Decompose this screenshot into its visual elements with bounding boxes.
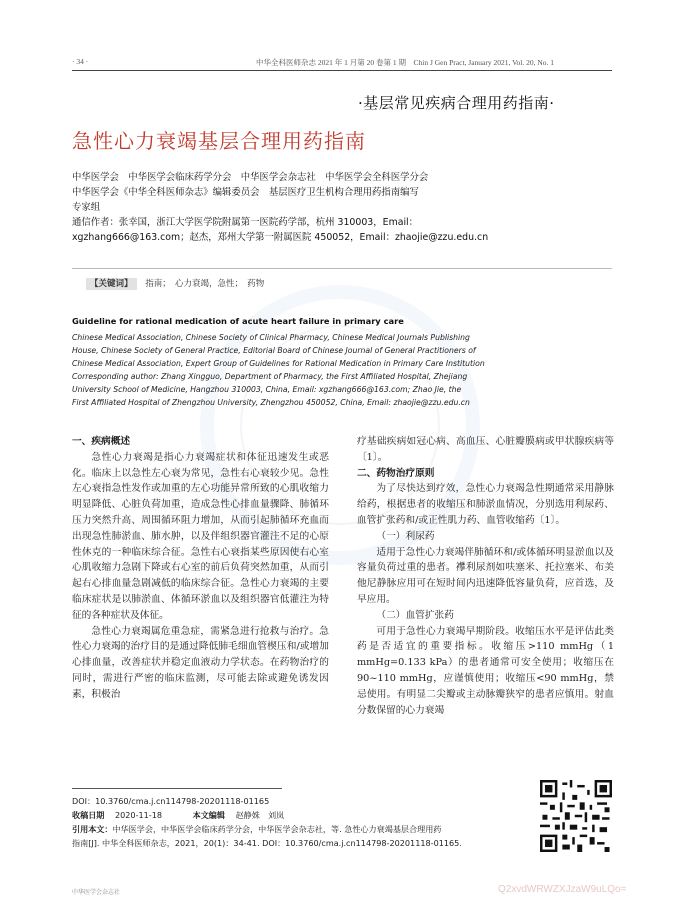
english-line: Chinese Medical Association, Expert Group of Guidelines for Rational Medication in Primary Care Institution: [72, 359, 485, 368]
paragraph: 急性心力衰竭是指心力衰竭症状和体征迅速发生或恶化。临床上以急性左心衰为常见，急性右心衰较少见。急性左心衰指急性发作或加重的左心功能异常所致的心肌收缩力明显降低、心脏负荷加重，造成急性心排血量骤降、肺循环压力突然升高、周围循环阻力增加，从而引起肺循环充血而出现急性肺淤血、肺水肿，以及伴组织器官灌注不足的心原性休克的一种临床综合征。急性右心衰指某些原因使右心室心肌收缩力急剧下降或右心室的前后负荷突然加重，从而引起右心排血量急剧减低的临床综合征。急性心力衰竭的主要临床症状是以肺淤血、体循环淤血以及组织器官低灌注为特征的各种症状及体征。: [72, 451, 329, 621]
english-line: Chinese Medical Association, Chinese Society of Clinical Pharmacy, Chinese Medical Journals Publishing: [72, 333, 470, 342]
citation-line-2: 指南[J]. 中华全科医师杂志，2021，20(1)：34-41. DOI：10.3760/cma.j.cn114798-20201118-01165.: [72, 838, 462, 848]
keyword-rule-top: [72, 268, 612, 269]
editor-names: 赵静姝 刘岚: [235, 810, 285, 820]
qr-code: [540, 780, 612, 852]
page-number: · 34 ·: [72, 57, 89, 66]
heading-disease-overview: 一、疾病概述: [72, 436, 131, 447]
editor-label: 本文编辑: [192, 810, 225, 820]
keywords: [86, 277, 264, 289]
english-affiliations: [72, 331, 612, 409]
author-line: 中华医学会 中华医学会临床药学分会 中华医学会杂志社 中华医学会全科医学分会: [72, 172, 429, 183]
author-line: 专家组: [72, 202, 101, 213]
received-label: 收稿日期: [72, 810, 105, 820]
section-title: ·基层常见疾病合理用药指南·: [358, 94, 555, 112]
keywords-text: 指南； 心力衰竭，急性； 药物: [145, 279, 265, 289]
citation: [72, 822, 532, 836]
right-column: [357, 434, 614, 718]
english-line: University School of Medicine, Hangzhou 310003, China, Email: xgzhang666@163.com; Zhao Jie, the: [72, 385, 462, 394]
doi: DOI：10.3760/cma.j.cn114798-20201118-01165: [72, 796, 270, 806]
watermark-code: Q2xvdWRWZXJzaW9uLQo=: [498, 884, 627, 895]
english-line: Corresponding author: Zhang Xingguo, Department of Pharmacy, the First Affiliated Hospital, Zhejiang: [72, 372, 468, 381]
header-rule: [72, 70, 612, 71]
footer-rule: [72, 788, 282, 789]
author-block: [72, 170, 632, 245]
correspondence-line: 通信作者：张幸国，浙江大学医学院附属第一医院药学部，杭州 310003，Email：: [72, 217, 419, 228]
left-column: [72, 434, 329, 703]
citation-text: 中华医学会，中华医学会临床药学分会，中华医学会杂志社，等. 急性心力衰竭基层合理用药: [112, 824, 442, 834]
subheading-vasodilators: （二）血管扩张药: [376, 609, 454, 621]
received-line: [72, 808, 532, 822]
paragraph: 急性心力衰竭属危重急症，需紧急进行抢救与治疗。急性心力衰竭的治疗目的是通过降低肺毛细血管楔压和/或增加心排血量，改善症状并稳定血液动力学状态。在药物治疗的同时，需进行严密的临床监测，尽可能去除或避免诱发因素，积极治: [72, 625, 329, 700]
paragraph: 可用于急性心力衰竭早期阶段。收缩压水平是评估此类药是否适宜的重要指标。收缩压>110 mmHg（1 mmHg=0.133 kPa）的患者通常可安全使用；收缩压在 90~110 mmHg，应谨慎使用；收缩压<90 mmHg，禁忌使用。有明显二尖瓣或主动脉瓣狭窄的患者应慎用。射血分数保留的心力衰竭: [357, 625, 614, 716]
footer-block: [72, 794, 532, 850]
received-date: 2020-11-18: [114, 810, 163, 820]
keywords-label: 【关键词】: [86, 278, 137, 290]
page-title: 急性心力衰竭基层合理用药指南: [72, 129, 366, 153]
heading-drug-principles: 二、药物治疗原则: [357, 467, 435, 479]
citation-label: 引用本文：: [72, 824, 113, 834]
paragraph: 适用于急性心力衰竭伴肺循环和/或体循环明显淤血以及容量负荷过重的患者。襻利尿剂如呋塞米、托拉塞米、布美他尼静脉应用可在短时间内迅速降低容量负荷，应首选，及早应用。: [357, 546, 614, 605]
journal-info: 中华全科医师杂志 2021 年 1 月第 20 卷第 1 期 Chin J Gen Pract, January 2021, Vol. 20, No. 1: [256, 58, 555, 67]
english-title: Guideline for rational medication of acute heart failure in primary care: [72, 316, 404, 326]
english-line: House, Chinese Society of General Practice, Editorial Board of Chinese Journal of General Practitioners of: [72, 346, 476, 355]
english-line: First Affiliated Hospital of Zhengzhou University, Zhengzhou 450052, China, Email: zhaojie@zzu.edu.cn: [72, 398, 470, 407]
correspondence-line: xgzhang666@163.com；赵杰，郑州大学第一附属医院 450052，Email：zhaojie@zzu.edu.cn: [72, 232, 489, 243]
paragraph: 疗基础疾病如冠心病、高血压、心脏瓣膜病或甲状腺疾病等〔1〕。: [357, 436, 614, 463]
publisher-logo: 中华医学会杂志社: [72, 889, 121, 896]
paragraph: 为了尽快达到疗效，急性心力衰竭急性期通常采用静脉给药，根据患者的收缩压和肺淤血情况，分别选用利尿药、血管扩张药和/或正性肌力药、血管收缩药〔1〕。: [357, 483, 614, 526]
author-line: 中华医学会《中华全科医师杂志》编辑委员会 基层医疗卫生机构合理用药指南编写: [72, 187, 419, 198]
subheading-diuretics: （一）利尿药: [376, 530, 435, 542]
